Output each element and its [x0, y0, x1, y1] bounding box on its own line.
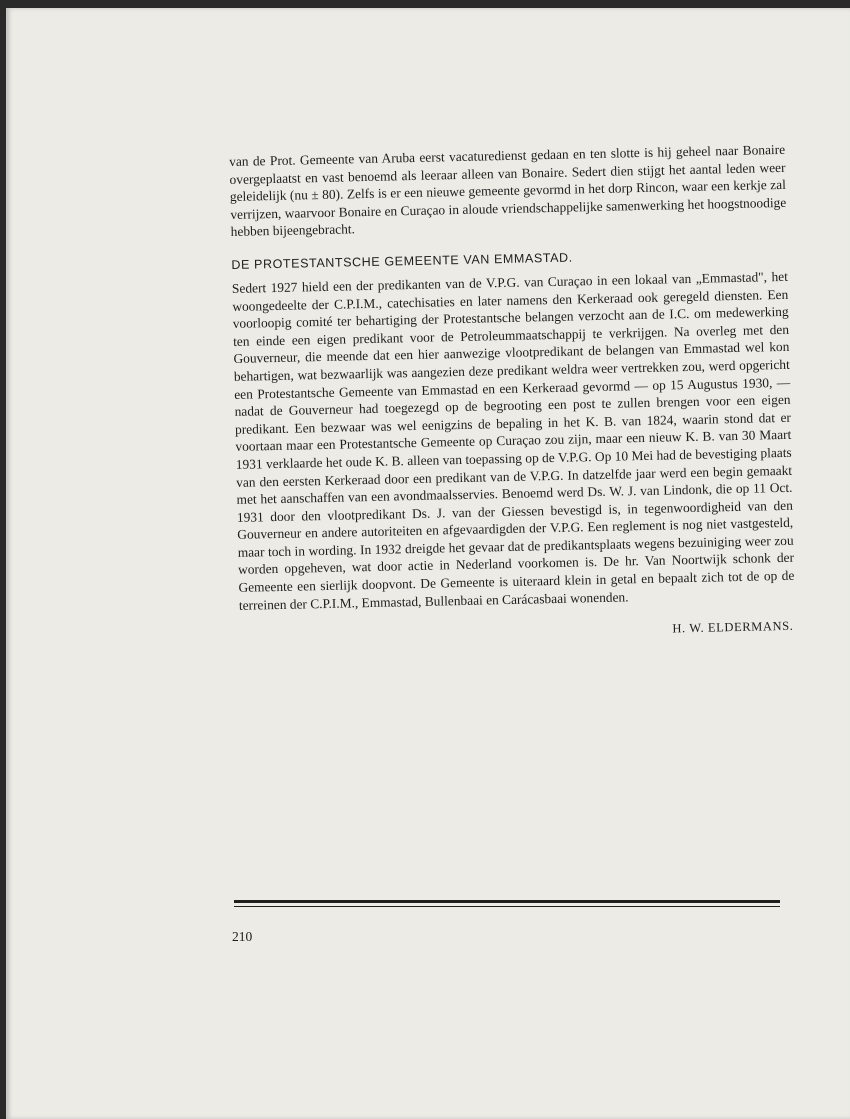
text-column — [229, 141, 796, 646]
section-paragraph: Sedert 1927 hield een der predikanten van de V.P.G. van Curaçao in een lokaal van „Emmastad", het woongedeelte der C.P.I.M., catechisaties en later namens den Kerkeraad ook geregeld diensten. Een voorloopig comité ter behartiging der Protestantsche belangen verzocht aan de I.C. om medewerking ten einde een eigen predikant voor de Petroleummaatschappij te verkrijgen. Na overleg met den Gouverneur, die meende dat een hier aanwezige vlootpredikant de belangen van Emmastad wel kon behartigen, wat bezwaarlijk was aangezien deze predikant weldra weer vertrekken zou, werd opgericht een Protestantsche Gemeente van Emmastad en een Kerkeraad gevormd — op 15 Augustus 1930, — nadat de Gouverneur had toegezegd op de begrooting een post te zullen brengen voor een eigen predikant. Een bezwaar was wel eenigzins de bepaling in het K. B. van 1824, waarin stond dat er voortaan maar een Protestantsche Gemeente op Curaçao zou zijn, maar een nieuw K. B. van 30 Maart 1931 verklaarde het oude K. B. alleen van toepassing op de V.P.G. Op 10 Mei had de bevestiging plaats van den eersten Kerkeraad door een predikant van de V.P.G. In datzelfde jaar werd een begin gemaakt met het aanschaffen van een avondmaalsservies. Benoemd werd Ds. W. J. van Lindonk, die op 11 Oct. 1931 door den vlootpredikant Ds. J. van der Giessen bevestigd is, in tegenwoordigheid van den Gouverneur en andere autoriteiten en afgevaardigden der V.P.G. Een reglement is nog niet vastgesteld, maar toch in wording. In 1932 dreigde het gevaar dat de predikantsplaats wegens bezuiniging weer zou worden opgeheven, wat door actie in Nederland voorkomen is. De hr. Van Noortwijk schonk der Gemeente een sierlijk doopvont. De Gemeente is uiteraard klein in getal en bepaalt zich tot de op de terreinen der C.P.I.M., Emmastad, Bullenbaai en Carácasbaai wonenden. — [231, 268, 795, 613]
page-number: 210 — [232, 929, 253, 944]
footer-rule-thin — [234, 906, 780, 907]
author-signature: H. W. ELDERMANS. — [672, 619, 794, 636]
footer-rule-thick — [234, 900, 780, 903]
intro-paragraph: van de Prot. Gemeente van Aruba eerst vacaturedienst gedaan en ten slotte is hij geheel naar Bonaire overgeplaatst en vast benoemd als leeraar alleen van Bonaire. Sedert dien stijgt het aantal leden weer geleidelijk (nu ± 80). Zelfs is er een nieuwe gemeente gevormd in het dorp Rincon, waar een kerkje zal verrijzen, waarvoor Bonaire en Curaçao in aloude vriendschappelijke samenwerking het hoogstnoodige hebben bijeengebracht. — [229, 141, 787, 240]
document-page — [6, 8, 850, 1119]
section-heading: DE PROTESTANTSCHE GEMEENTE VAN EMMASTAD. — [231, 250, 573, 272]
